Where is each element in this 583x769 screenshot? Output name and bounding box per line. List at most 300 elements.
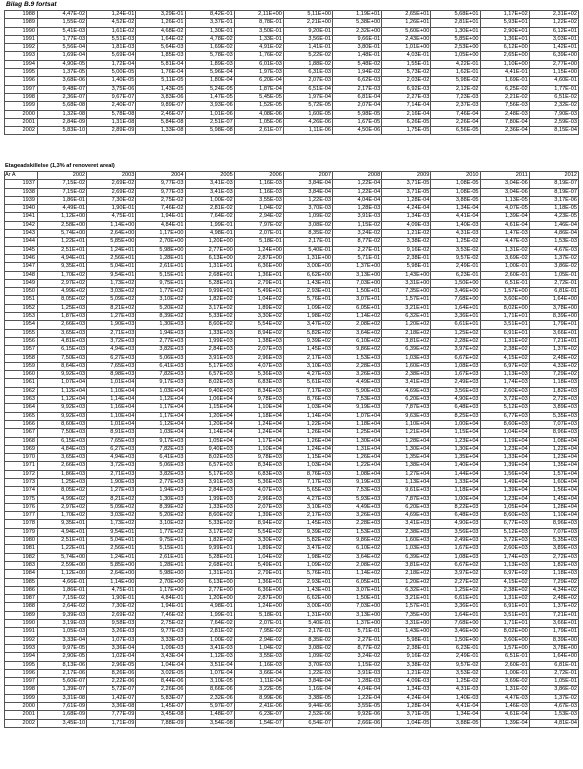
table-cell: 9,57E-02 [431,254,480,262]
table-cell: 1,05E-01 [529,678,578,686]
table-cell: 3,13E+00 [333,611,382,619]
table-cell: 1,37E-02 [529,694,578,702]
table-cell: 1,40E-05 [87,77,136,85]
table-cell: 5,36E+03 [234,371,283,379]
table-cell: 2,08E+02 [333,321,382,329]
table-cell: 5,72E-05 [283,102,332,110]
table-cell: 5,12E+03 [480,404,529,412]
table-cell: 5,71E-01 [333,628,382,636]
row-year: 1990 [5,27,38,35]
table-cell: 3,03E+02 [87,288,136,296]
table-cell: 1,71E+01 [480,620,529,628]
table-row [5,420,579,428]
table-cell: 9,16E-02 [382,653,431,661]
table-cell: 4,98E-01 [185,603,234,611]
table-cell: 4,03E-01 [382,52,431,60]
table-row [5,279,579,287]
table-cell: 1,12E-03 [185,653,234,661]
row-year: 1985 [5,578,38,586]
table-cell: 7,07E+03 [529,420,578,428]
table-cell: 3,60E+00 [480,636,529,644]
table-cell: 2,17E+03 [283,354,332,362]
table-row [5,570,579,578]
table-cell: 7,29E+02 [529,371,578,379]
table-cell: 7,03E+00 [333,603,382,611]
table-cell: 1,25E+03 [38,478,87,486]
table-cell: 4,04E-04 [333,196,382,204]
table-cell: 1,50E+01 [333,288,382,296]
row-year: 1962 [5,387,38,395]
table-cell: 1,24E+04 [234,429,283,437]
table-cell: 1,43E+01 [283,586,332,594]
table-cell: 1,13E+03 [480,371,529,379]
table-cell: 1,57E+00 [480,288,529,296]
table-cell: 4,78E-02 [185,35,234,43]
table-cell: 1,94E-01 [136,603,185,611]
table-cell: 1,43E+00 [382,271,431,279]
table-cell: 7,88E-09 [136,719,185,727]
table-cell: 5,81E-04 [136,60,185,68]
table-cell: 4,24E-04 [382,205,431,213]
table-cell: 1,69E-04 [38,52,87,60]
table-cell: 5,20E+02 [136,304,185,312]
table-cell: 3,60E+00 [480,296,529,304]
table-cell: 1,09E-02 [283,213,332,221]
table-cell: 1,57E+00 [480,644,529,652]
table-cell: 1,19E+01 [333,11,382,19]
row-year: 1998 [5,686,38,694]
table-cell: 5,98E-08 [185,127,234,135]
table-cell: 9,75E+01 [136,537,185,545]
table-cell: 7,64E-02 [185,620,234,628]
row-year: 1991 [5,628,38,636]
table-cell: 1,47E-03 [480,230,529,238]
table-cell: 3,66E+01 [529,329,578,337]
table-cell: 2,77E+03 [136,478,185,486]
table-row [5,337,579,345]
table-cell: 1,03E+03 [382,545,431,553]
table-cell: 6,41E+03 [136,454,185,462]
row-year: 1976 [5,503,38,511]
table-cell: 5,85E+00 [87,238,136,246]
table-cell: 1,26E+04 [333,454,382,462]
table-cell: 3,31E+00 [382,279,431,287]
table-row [5,296,579,304]
table-cell: 3,38E-02 [382,661,431,669]
table-cell: 1,14E+02 [333,570,382,578]
table-cell: 3,17E+02 [185,304,234,312]
table-row [5,52,579,60]
table-cell: 7,46E-04 [431,110,480,118]
table-cell: 1,74E+03 [480,379,529,387]
table-cell: 2,94E-02 [234,636,283,644]
table-cell: 2,60E-01 [480,661,529,669]
table-row [5,263,579,271]
table-cell: 2,46E-07 [136,110,185,118]
table-row [5,445,579,453]
table-cell: 3,93E-06 [185,102,234,110]
table-cell: 1,24E+04 [234,420,283,428]
table-cell: 2,07E+03 [234,503,283,511]
table-cell: 1,90E-01 [87,205,136,213]
table-cell: 1,34E-04 [431,205,480,213]
table-cell: 3,10E-05 [185,678,234,686]
table-cell: 1,24E+04 [283,445,332,453]
row-year: 1984 [5,570,38,578]
table-cell: 2,97E+02 [38,279,87,287]
table-cell: 1,19E+04 [480,437,529,445]
row-year: 1942 [5,221,38,229]
table-cell: 3,91E-03 [333,669,382,677]
table-cell: 1,72E-04 [87,60,136,68]
table-cell: 2,07E+03 [234,346,283,354]
table-row [5,561,579,569]
table-cell: 1,82E+03 [529,561,578,569]
table-row [5,271,579,279]
table-cell: 1,07E-03 [87,636,136,644]
table-row [5,213,579,221]
table-cell: 1,56E+04 [529,487,578,495]
table-cell: 2,96E+03 [234,354,283,362]
table-cell: 9,92E+03 [38,404,87,412]
table-cell: 3,19E-03 [38,620,87,628]
table-cell: 1,20E+04 [185,412,234,420]
table-cell: 1,18E+04 [333,420,382,428]
table-cell: 9,61E+03 [382,487,431,495]
table-cell: 1,68E-09 [38,711,87,719]
table-cell: 4,50E-06 [333,127,382,135]
table-cell: 1,87E+03 [38,313,87,321]
table-cell: 2,27E+02 [431,578,480,586]
table-cell: 1,20E+04 [185,420,234,428]
table-cell: 1,94E-01 [136,213,185,221]
table-cell: 6,39E+00 [529,52,578,60]
table-cell: 1,04E-02 [234,644,283,652]
row-year: 1995 [5,69,38,77]
table-cell: 1,70E+02 [38,512,87,520]
table-cell: 2,69E-02 [87,188,136,196]
table-cell: 4,90E+03 [431,520,480,528]
table-cell: 2,52E-06 [283,711,332,719]
table-cell: 5,41E-03 [38,27,87,35]
row-year: 2002 [5,127,38,135]
table-cell: 3,13E+00 [333,271,382,279]
table-cell: 1,10E+00 [480,60,529,68]
table-cell: 1,22E-04 [333,694,382,702]
table-cell: 2,77E+00 [529,60,578,68]
table-cell: 6,97E+02 [480,362,529,370]
table-cell: 3,10E+02 [136,296,185,304]
table-cell: 8,15E-04 [529,127,578,135]
table-cell: 2,94E-02 [234,213,283,221]
table-cell: 1,00E+04 [431,420,480,428]
table-cell: 6,81E-01 [529,288,578,296]
table-row [5,512,579,520]
table-cell: 7,50E+03 [38,354,87,362]
table-cell: 4,27E+03 [283,371,332,379]
table-cell: 3,04E-06 [480,180,529,188]
table-cell: 3,41E+03 [382,379,431,387]
table-cell: 3,91E-03 [333,213,382,221]
table-cell: 1,38E+04 [382,462,431,470]
table-cell: 5,93E+01 [480,19,529,27]
table-cell: 1,05E-06 [234,118,283,126]
table-cell: 1,43E-05 [136,85,185,93]
table-cell: 2,72E+03 [529,396,578,404]
table-cell: 1,50E+01 [333,595,382,603]
table-row [5,478,579,486]
table-row [5,396,579,404]
table-cell: 2,26E-04 [431,118,480,126]
table-cell: 2,59E-03 [529,118,578,126]
table-cell: 1,33E-08 [136,127,185,135]
table-row [5,686,579,694]
row-year: 2000 [5,703,38,711]
table-cell: 2,31E+02 [529,11,578,19]
table-cell: 1,12E+00 [38,213,87,221]
row-year: 1986 [5,586,38,594]
table-cell: 2,49E-01 [431,263,480,271]
table-cell: 1,36E+01 [234,578,283,586]
table-cell: 1,42E-07 [87,694,136,702]
table-row [5,553,579,561]
row-year: 1948 [5,271,38,279]
table-cell: 1,36E+01 [480,35,529,43]
table-cell: 6,62E+00 [283,595,332,603]
table-cell: 1,74E+03 [480,553,529,561]
column-header-year: 2010 [431,172,480,180]
row-year: 2000 [5,110,38,118]
table-cell: 1,60E+03 [382,362,431,370]
table-cell: 3,55E-05 [333,703,382,711]
table-cell: 1,67E-05 [333,118,382,126]
table-cell: 5,15E+01 [136,271,185,279]
table-row [5,205,579,213]
table-cell: 7,77E-09 [87,711,136,719]
row-year: 1978 [5,520,38,528]
table-cell: 2,18E+02 [382,570,431,578]
table-cell: 8,19E-07 [529,188,578,196]
table-cell: 5,36E+03 [234,478,283,486]
table-cell: 9,16E-02 [382,246,431,254]
table-row [5,620,579,628]
table-cell: 4,23E-05 [529,213,578,221]
table-cell: 7,80E-04 [480,118,529,126]
row-year: 1943 [5,230,38,238]
row-year: 1999 [5,102,38,110]
table-cell: 7,53E+03 [333,487,382,495]
row-year: 1992 [5,636,38,644]
table-cell: 2,36E-07 [38,93,87,101]
table-row [5,221,579,229]
table-cell: 2,77E+03 [136,337,185,345]
table-cell: 6,23E-01 [431,644,480,652]
table-cell: 2,66E+03 [38,321,87,329]
table-cell: 8,91E+03 [87,429,136,437]
table-cell: 4,31E-03 [431,230,480,238]
table-cell: 3,02E-05 [136,669,185,677]
table-cell: 1,26E+04 [283,437,332,445]
table-cell: 1,27E+04 [382,470,431,478]
table-row [5,595,579,603]
table-cell: 4,09E-03 [382,221,431,229]
table-cell: 2,68E+01 [185,561,234,569]
table-cell: 3,65E+03 [38,329,87,337]
table-cell: 1,34E-03 [382,686,431,694]
row-year: 1983 [5,561,38,569]
table-cell: 5,20E+02 [136,512,185,520]
table-cell: 1,90E+03 [87,321,136,329]
table-cell: 1,27E+03 [87,487,136,495]
table-cell: 2,77E+00 [185,246,234,254]
table-cell: 1,57E+04 [529,470,578,478]
table-cell: 5,65E+03 [283,487,332,495]
table-cell: 7,29E+02 [529,578,578,586]
table-cell: 1,24E+01 [87,553,136,561]
table-cell: 1,18E+04 [234,412,283,420]
table-cell: 1,04E+04 [480,429,529,437]
table-row [5,454,579,462]
table-cell: 9,77E-03 [136,188,185,196]
table-row [5,653,579,661]
table-cell: 1,45E+04 [529,495,578,503]
table-cell: 1,46E-03 [480,703,529,711]
table-cell: 2,48E+02 [529,595,578,603]
table-row [5,346,579,354]
table-cell: 2,81E-02 [185,205,234,213]
table-cell: 1,18E+03 [529,570,578,578]
table-cell: 3,84E-04 [283,678,332,686]
table-cell: 2,49E+03 [431,379,480,387]
row-year: 1971 [5,462,38,470]
column-header-year: 2007 [283,172,332,180]
table-cell: 2,17E-06 [38,669,87,677]
row-year: 1952 [5,304,38,312]
table-cell: 1,00E-01 [480,669,529,677]
table-cell: 2,79E+01 [234,570,283,578]
table-cell: 1,15E+04 [185,404,234,412]
table-cell: 1,99E+03 [185,495,234,503]
table-cell: 3,55E-03 [234,196,283,204]
table-cell: 3,72E+03 [87,462,136,470]
row-year: 1944 [5,238,38,246]
table-cell: 1,99E+03 [185,337,234,345]
table-cell: 1,01E+00 [382,44,431,52]
table-cell: 7,03E+00 [333,279,382,287]
table-cell: 3,78E+00 [529,304,578,312]
table-cell: 4,68E-02 [136,27,185,35]
table-cell: 7,30E-02 [87,196,136,204]
table-row [5,387,579,395]
table-cell: 9,40E+03 [185,445,234,453]
row-year: 1961 [5,379,38,387]
table-cell: 5,11E-05 [136,77,185,85]
table-cell: 3,80E-01 [333,44,382,52]
table-cell: 2,93E+01 [283,288,332,296]
table-cell: 1,08E+03 [431,553,480,561]
table-cell: 9,99E+01 [185,545,234,553]
table-cell: 4,33E+02 [529,362,578,370]
table-cell: 1,03E+03 [382,354,431,362]
table-cell: 1,64E+01 [431,611,480,619]
table-cell: 2,36E-04 [480,127,529,135]
table-cell: 6,15E+03 [38,437,87,445]
table-cell: 1,20E+02 [382,578,431,586]
table-cell: 3,03E+02 [87,512,136,520]
table-cell: 8,60E+02 [185,321,234,329]
table-cell: 1,05E-01 [529,271,578,279]
table-cell: 1,25E-02 [431,238,480,246]
table-cell: 5,98E-01 [382,263,431,271]
table-cell: 1,45E+03 [283,520,332,528]
table-cell: 3,41E-03 [185,644,234,652]
table-row [5,578,579,586]
table-cell: 6,54E-07 [283,719,332,727]
row-year: 1972 [5,470,38,478]
table-cell: 1,01E-06 [185,110,234,118]
table-cell: 2,87E+00 [234,254,283,262]
table-cell: 1,16E+04 [87,404,136,412]
table-cell: 8,39E+02 [136,503,185,511]
table-row [5,528,579,536]
table-cell: 1,53E+03 [333,528,382,536]
table-cell: 2,72E-01 [529,279,578,287]
table-cell: 4,94E+01 [38,254,87,262]
table-cell: 2,48E-03 [480,110,529,118]
table-cell: 9,54E+01 [87,271,136,279]
table-cell: 4,15E+02 [480,578,529,586]
table-cell: 1,05E+04 [480,503,529,511]
table-cell: 5,06E+03 [136,462,185,470]
table-cell: 1,17E+02 [480,11,529,19]
table-cell: 1,49E+04 [480,478,529,486]
table-cell: 2,81E+01 [431,19,480,27]
table-cell: 1,05E-03 [38,628,87,636]
table-continued [4,10,579,135]
table-cell: 8,02E+03 [185,454,234,462]
table-cell: 1,17E+00 [136,230,185,238]
table-cell: 9,77E-03 [136,180,185,188]
table-cell: 1,10E+04 [529,512,578,520]
table-cell: 3,31E-08 [38,694,87,702]
table-cell: 2,53E+00 [431,44,480,52]
table-row [5,19,579,27]
table-cell: 6,61E+01 [431,321,480,329]
table-cell: 3,30E+02 [234,313,283,321]
table-row [5,127,579,135]
table-cell: 4,47E-02 [38,11,87,19]
table-cell: 1,30E+03 [136,321,185,329]
table-cell: 1,15E+04 [283,454,332,462]
table-row [5,412,579,420]
section-title: Etageadskillelse (1,3% af renoveret areal) [5,163,115,169]
table-cell: 5,48E-02 [333,60,382,68]
table-cell: 1,55E-01 [382,60,431,68]
table-cell: 2,32E-06 [185,694,234,702]
row-year: 1979 [5,528,38,536]
table-cell: 5,54E+02 [234,528,283,536]
table-cell: 5,74E+00 [38,553,87,561]
table-cell: 6,20E+03 [382,396,431,404]
table-cell: 1,48E-07 [185,711,234,719]
table-cell: 3,08E-02 [283,644,332,652]
table-cell: 3,26E+03 [333,512,382,520]
table-cell: 4,69E+03 [382,387,431,395]
table-cell: 8,39E+00 [529,313,578,321]
table-cell: 3,38E-02 [382,238,431,246]
table-cell: 6,05E+01 [333,578,382,586]
row-year: 1970 [5,454,38,462]
